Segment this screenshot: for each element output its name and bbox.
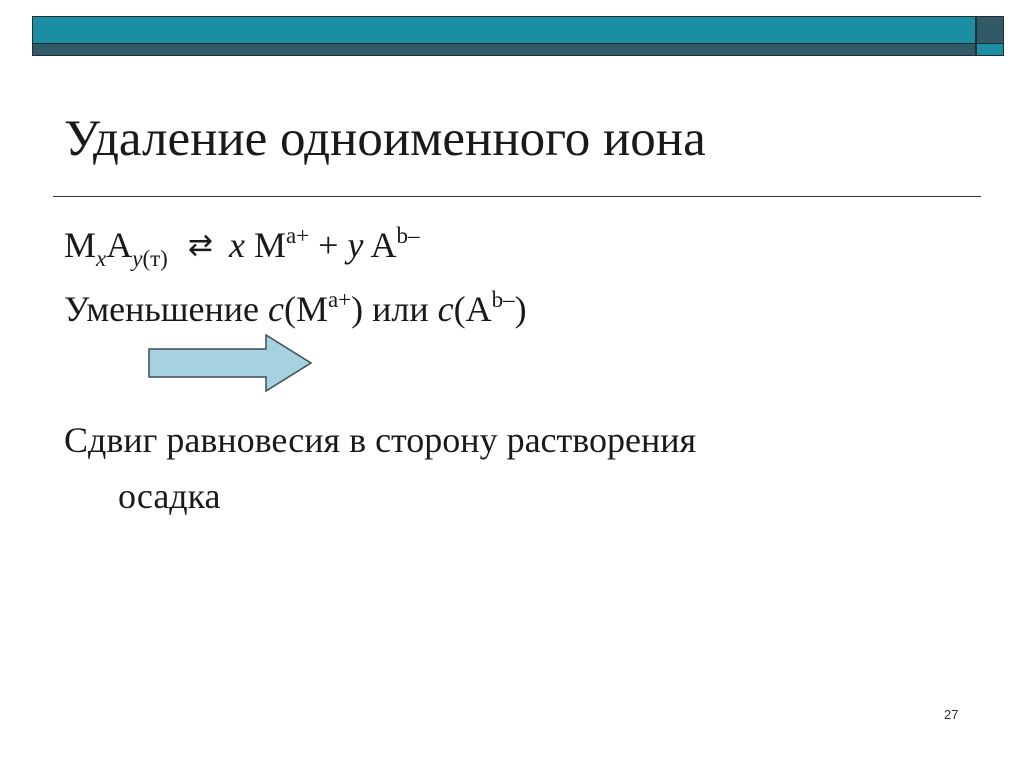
- conc-c2: c: [437, 289, 454, 329]
- header-bar-line: [33, 43, 975, 44]
- equilibrium-equation: [64, 224, 419, 270]
- eq-y-subscript: y: [132, 246, 143, 271]
- eq-m: M: [64, 225, 97, 265]
- right-arrow-icon: [148, 334, 314, 394]
- decrease-line: [64, 288, 527, 327]
- conc-c1: c: [267, 289, 284, 329]
- eq-phase: (т): [142, 246, 168, 271]
- shift-text: Сдвиг равновесия в сторону растворения: [64, 420, 697, 460]
- conc-close: ): [514, 289, 527, 329]
- equilibrium-arrow-icon: ⇄: [187, 228, 213, 263]
- eq-plus: +: [318, 225, 339, 265]
- eq-m2: M: [244, 225, 286, 265]
- decrease-text: Уменьшение: [64, 289, 268, 329]
- header-square: [976, 16, 1004, 56]
- eq-a2: A: [363, 225, 397, 265]
- header-square-bottom: [977, 44, 1003, 55]
- eq-y-coef: y: [347, 225, 364, 265]
- title-divider: [53, 196, 981, 197]
- conc-m: (M: [283, 289, 328, 329]
- conc-a: (A: [453, 289, 492, 329]
- slide-title: Удаление одноименного иона: [64, 111, 706, 167]
- eq-x-subscript: x: [96, 246, 107, 271]
- or-text: ) или: [351, 289, 438, 329]
- header-bar-band: [33, 17, 975, 43]
- page-number: 27: [944, 707, 959, 722]
- conc-a-charge: b–: [491, 287, 515, 312]
- header-square-top: [977, 17, 1003, 43]
- eq-m-charge: a+: [285, 223, 310, 248]
- eq-a-charge: b–: [396, 223, 420, 248]
- shift-text-continued: осадка: [118, 476, 221, 516]
- header-bar: [32, 16, 976, 56]
- conc-m-charge: a+: [327, 287, 352, 312]
- eq-a: A: [106, 225, 133, 265]
- eq-x-coef: x: [228, 225, 245, 265]
